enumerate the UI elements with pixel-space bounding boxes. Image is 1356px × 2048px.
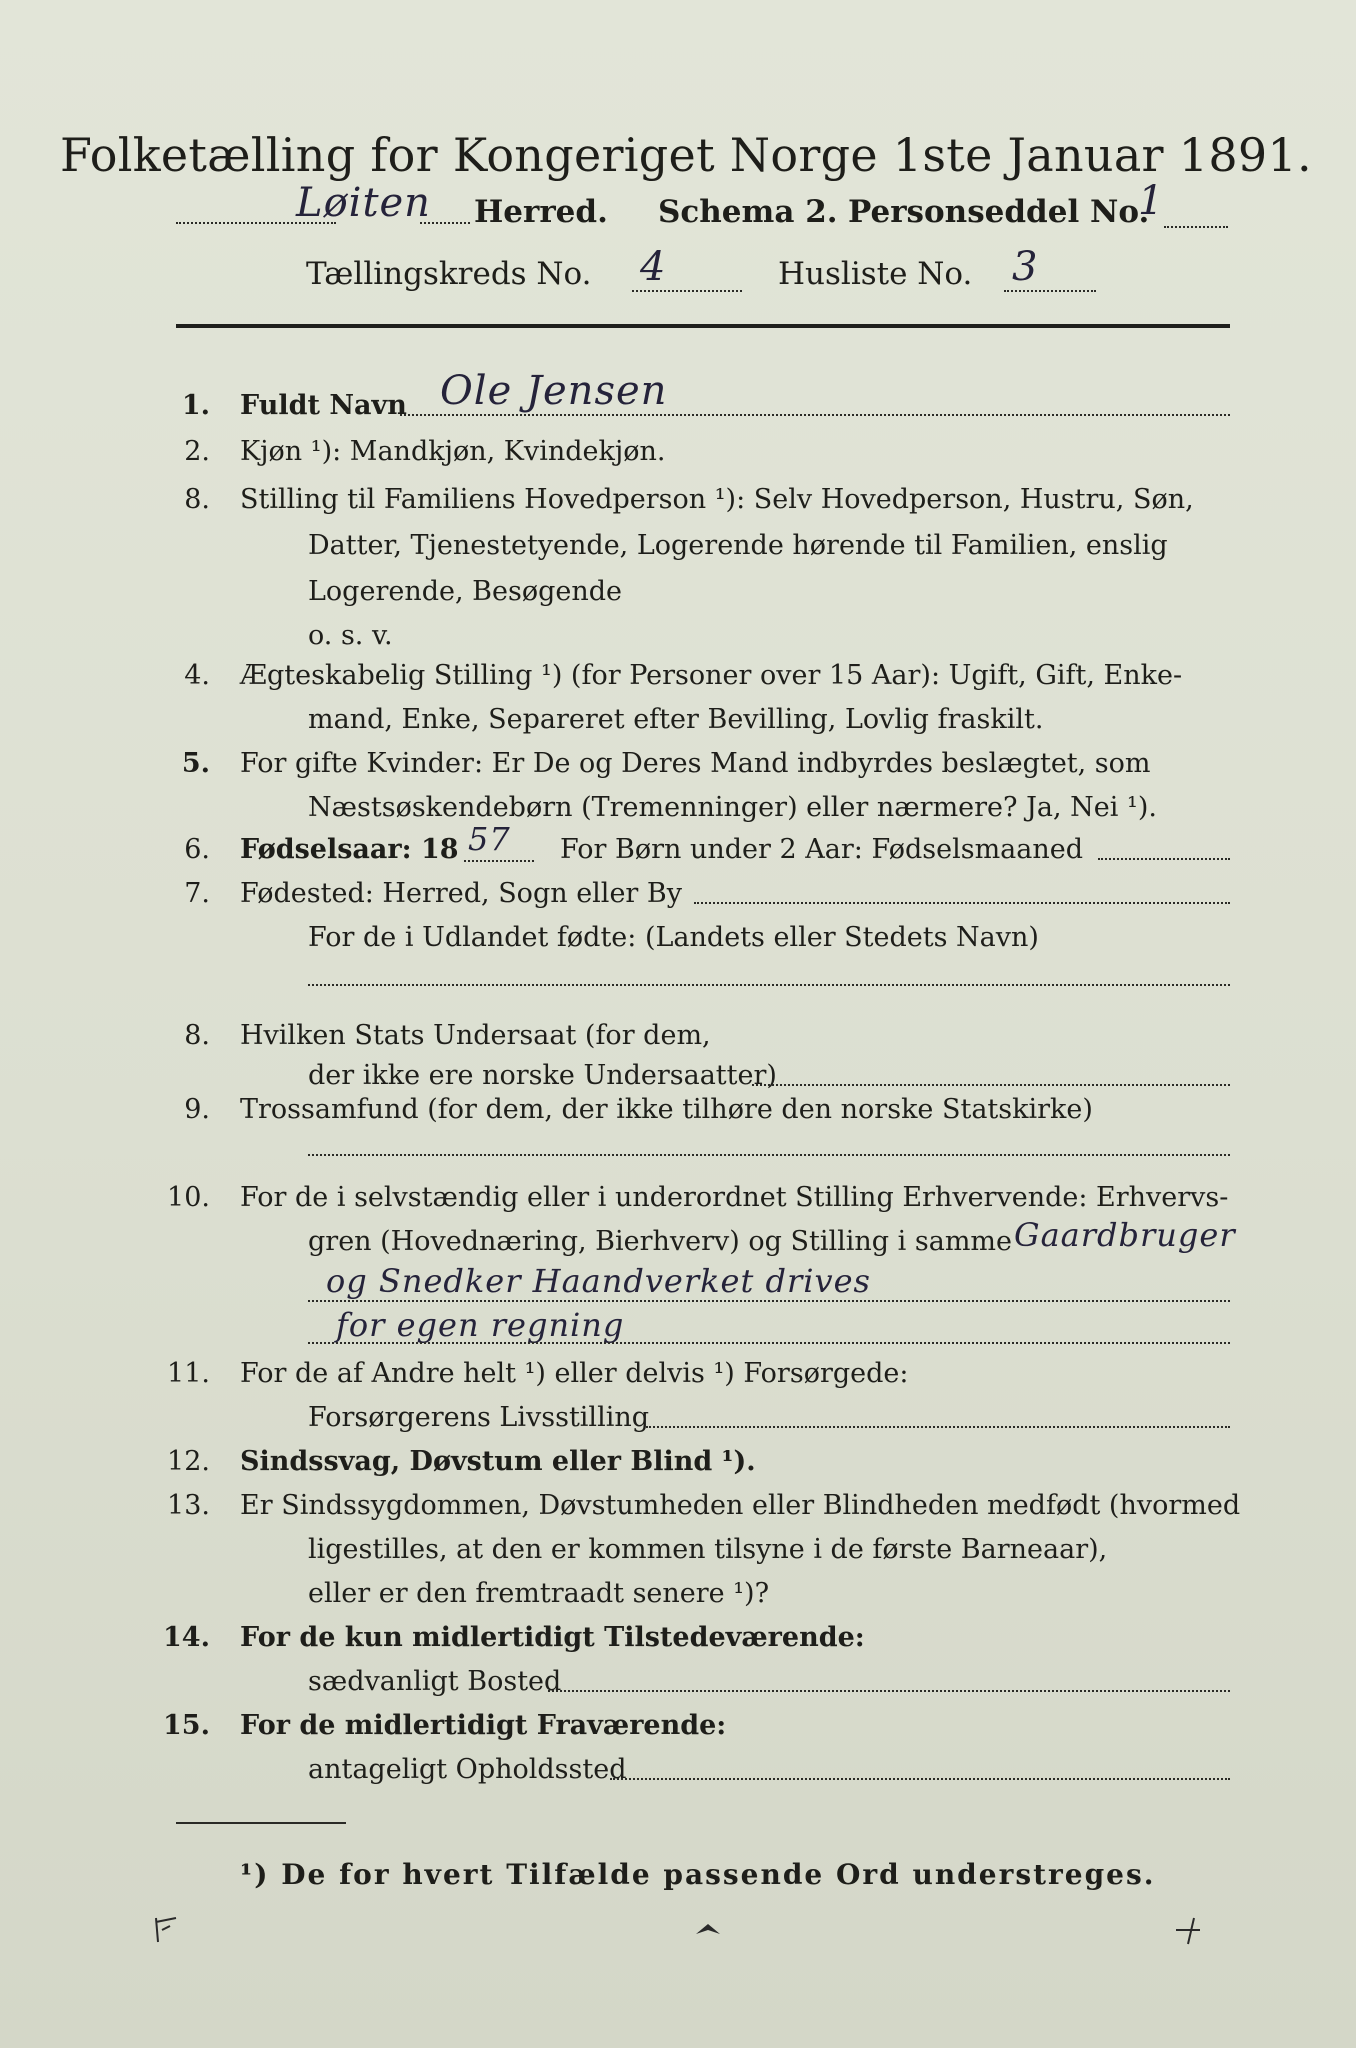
q11-line2: Forsørgerens Livsstilling bbox=[308, 1402, 650, 1433]
q1-label: Fuldt Navn bbox=[240, 390, 407, 421]
herred-value: Løiten bbox=[296, 180, 431, 226]
husliste-label: Husliste No. bbox=[778, 256, 973, 292]
q15-line1: For de midlertidigt Fraværende: bbox=[240, 1710, 727, 1741]
q3-number: 8. bbox=[184, 484, 210, 515]
q7-number: 7. bbox=[184, 878, 210, 909]
taellingskreds-label: Tællingskreds No. bbox=[306, 256, 592, 292]
q6-year-dotted-line bbox=[464, 860, 534, 862]
q8-number: 8. bbox=[184, 1020, 210, 1051]
q10-answer-2: og Snedker Haandverket drives bbox=[326, 1262, 871, 1300]
q11-dotted-line bbox=[646, 1426, 1230, 1428]
q7-line2: For de i Udlandet fødte: (Landets eller Stedets Navn) bbox=[308, 922, 1039, 953]
footnote-rule bbox=[176, 1822, 346, 1824]
q15-line2: antageligt Opholdssted bbox=[308, 1754, 627, 1785]
footnote: ¹) De for hvert Tilfælde passende Ord understreges. bbox=[240, 1858, 1156, 1891]
husliste-dotted-line bbox=[1004, 290, 1096, 292]
q4-number: 4. bbox=[184, 660, 210, 691]
herred-dotted-line-2 bbox=[420, 222, 470, 224]
q1-answer: Ole Jensen bbox=[440, 368, 668, 414]
q15-dotted-line bbox=[610, 1778, 1230, 1780]
q3-line3: Logerende, Besøgende bbox=[308, 576, 622, 607]
husliste-value: 3 bbox=[1012, 244, 1039, 290]
q9-dotted-line bbox=[308, 1154, 1230, 1156]
q2-label: Kjøn ¹): Mandkjøn, Kvindekjøn. bbox=[240, 436, 666, 467]
registration-mark-center-icon bbox=[690, 1916, 726, 1946]
personseddel-value: 1 bbox=[1138, 178, 1165, 224]
q8-line2: der ikke ere norske Undersaatter) bbox=[308, 1060, 777, 1091]
q6-label2: For Børn under 2 Aar: Fødselsmaaned bbox=[560, 834, 1084, 865]
form-title: Folketælling for Kongeriget Norge 1ste Januar 1891. bbox=[60, 128, 1312, 182]
q7-line1: Fødested: Herred, Sogn eller By bbox=[240, 878, 683, 909]
q10-answer-1: Gaardbruger bbox=[1014, 1216, 1236, 1254]
q11-line1: For de af Andre helt ¹) eller delvis ¹) Forsørgede: bbox=[240, 1358, 909, 1389]
q3-line4: o. s. v. bbox=[308, 620, 393, 651]
q13-line1: Er Sindssygdommen, Døvstumheden eller Blindheden medfødt (hvormed bbox=[240, 1490, 1241, 1521]
q2-number: 2. bbox=[184, 436, 210, 467]
taellingskreds-value: 4 bbox=[640, 244, 667, 290]
q10-line2: gren (Hovednæring, Bierhverv) og Stilling i samme bbox=[308, 1226, 1013, 1257]
q8-line1: Hvilken Stats Undersaat (for dem, bbox=[240, 1020, 711, 1051]
q7-dotted-line bbox=[694, 902, 1230, 904]
schema-label: Schema 2. bbox=[658, 194, 838, 230]
q15-number: 15. bbox=[163, 1710, 210, 1741]
personseddel-label: Personseddel No. bbox=[848, 194, 1150, 230]
q10-line1: For de i selvstændig eller i underordnet Stilling Erhvervende: Erhvervs- bbox=[240, 1182, 1229, 1213]
registration-mark-right-icon bbox=[1168, 1908, 1208, 1952]
q8-dotted-line bbox=[752, 1084, 1230, 1086]
q6-dotted-line bbox=[1098, 858, 1230, 860]
q10-dotted-line-1 bbox=[308, 1300, 1230, 1302]
q7-dotted-line-2 bbox=[308, 984, 1230, 986]
herred-label: Herred. bbox=[474, 194, 608, 230]
q1-dotted-line bbox=[400, 414, 1230, 416]
q14-dotted-line bbox=[548, 1690, 1230, 1692]
q5-line1: For gifte Kvinder: Er De og Deres Mand indbyrdes beslægtet, som bbox=[240, 748, 1151, 779]
personseddel-dotted-line bbox=[1164, 226, 1228, 228]
q14-number: 14. bbox=[163, 1622, 210, 1653]
q6-label: Fødselsaar: 18 bbox=[240, 834, 459, 865]
q4-line2: mand, Enke, Separeret efter Bevilling, Lovlig fraskilt. bbox=[308, 704, 1044, 735]
q12-line1: Sindssvag, Døvstum eller Blind ¹). bbox=[240, 1446, 756, 1477]
q10-answer-3: for egen regning bbox=[336, 1306, 625, 1344]
q1-number: 1. bbox=[181, 390, 210, 421]
q13-line3: eller er den fremtraadt senere ¹)? bbox=[308, 1578, 770, 1609]
q13-number: 13. bbox=[167, 1490, 210, 1521]
q9-number: 9. bbox=[184, 1094, 210, 1125]
q10-number: 10. bbox=[167, 1182, 210, 1213]
q5-number: 5. bbox=[181, 748, 210, 779]
q3-line2: Datter, Tjenestetyende, Logerende hørende til Familien, enslig bbox=[308, 530, 1168, 561]
q12-number: 12. bbox=[167, 1446, 210, 1477]
registration-mark-left-icon bbox=[150, 1912, 190, 1952]
q14-line1: For de kun midlertidigt Tilstedeværende: bbox=[240, 1622, 865, 1653]
q11-number: 11. bbox=[167, 1358, 210, 1389]
q10-dotted-line-2 bbox=[308, 1342, 1230, 1344]
q4-line1: Ægteskabelig Stilling ¹) (for Personer over 15 Aar): Ugift, Gift, Enke- bbox=[240, 660, 1183, 691]
q3-line1: Stilling til Familiens Hovedperson ¹): Selv Hovedperson, Hustru, Søn, bbox=[240, 484, 1194, 515]
q6-number: 6. bbox=[184, 834, 210, 865]
q14-line2: sædvanligt Bosted bbox=[308, 1666, 562, 1697]
taellingskreds-dotted-line bbox=[632, 290, 742, 292]
header-rule bbox=[176, 324, 1230, 328]
q6-year-value: 57 bbox=[468, 820, 511, 858]
q13-line2: ligestilles, at den er kommen tilsyne i de første Barneaar), bbox=[308, 1534, 1108, 1565]
q5-line2: Næstsøskendebørn (Tremenninger) eller nærmere? Ja, Nei ¹). bbox=[308, 792, 1157, 823]
q9-line1: Trossamfund (for dem, der ikke tilhøre den norske Statskirke) bbox=[240, 1094, 1093, 1125]
